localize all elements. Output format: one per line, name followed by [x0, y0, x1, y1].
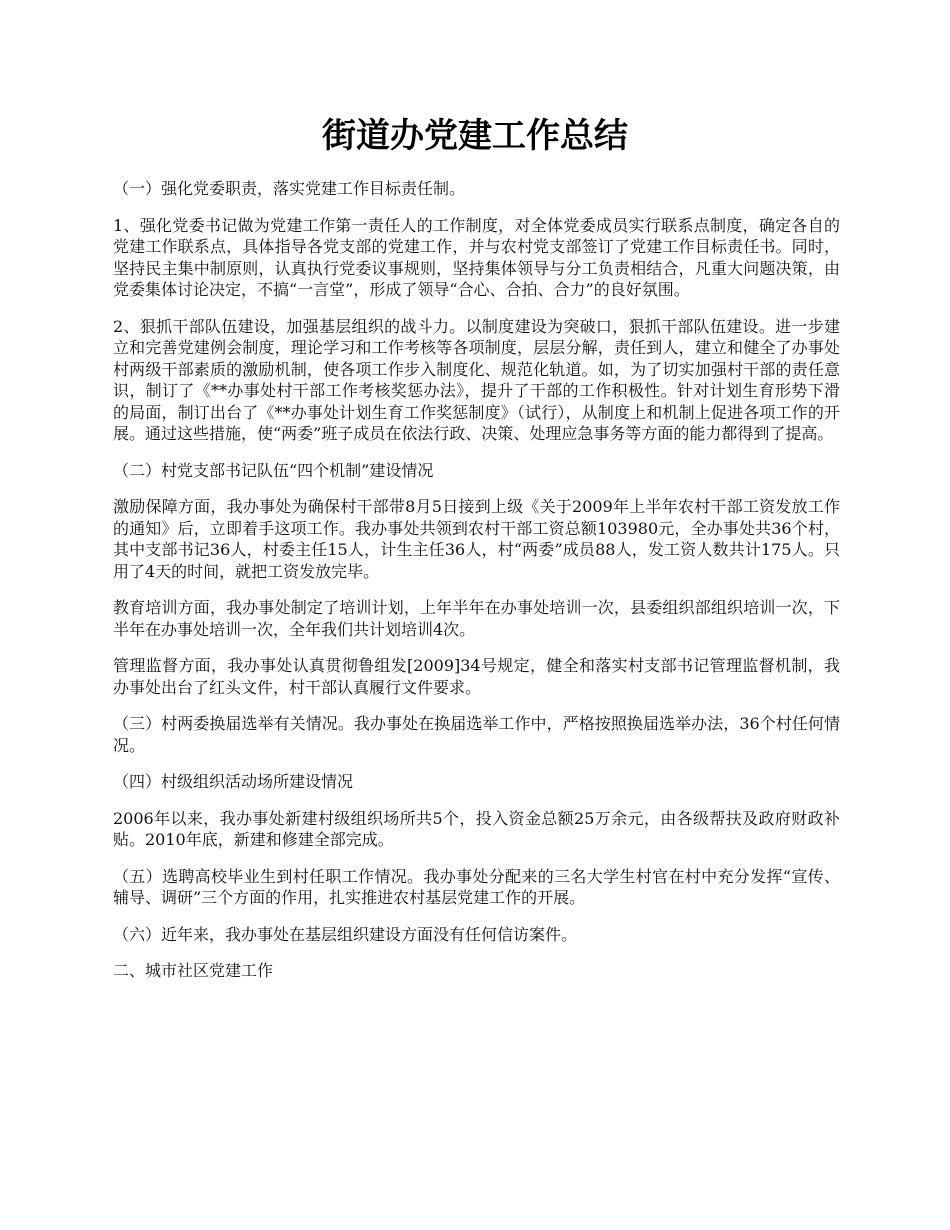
body-paragraph: 激励保障方面，我办事处为确保村干部带8月5日接到上级《关于2009年上半年农村干部工资发放工作的通知》后，立即着手这项工作。我办事处共领到农村干部工资总额103980元，全办事处共36个村，其中支部书记36人，村委主任15人，计生主任36人，村“两委”成员88人，发工资人数共计175人。只用了4天的时间，就把工资发放完毕。	[113, 497, 840, 581]
document-body	[113, 178, 840, 997]
section-heading-4: （四）村级组织活动场所建设情况	[113, 772, 354, 791]
body-paragraph: 2、狠抓干部队伍建设，加强基层组织的战斗力。以制度建设为突破口，狠抓干部队伍建设。进一步建立和完善党建例会制度，理论学习和工作考核等各项制度，层层分解，责任到人，建立和健全了办事处村两级干部素质的激励机制，使各项工作步入制度化、规范化轨道。如，为了切实加强村干部的责任意识，制订了《**办事处村干部工作考核奖惩办法》，提升了干部的工作积极性。针对计划生育形势下滑的局面，制订出台了《**办事处计划生育工作奖惩制度》（试行），从制度上和机制上促进各项工作的开展。通过这些措施，使“两委”班子成员在依法行政、决策、处理应急事务等方面的能力都得到了提高。	[113, 316, 840, 443]
section-heading-1: （一）强化党委职责，落实党建工作目标责任制。	[113, 179, 466, 198]
body-paragraph: 1、强化党委书记做为党建工作第一责任人的工作制度，对全体党委成员实行联系点制度，确定各自的党建工作联系点，具体指导各党支部的党建工作，并与农村党支部签订了党建工作目标责任书。同时，坚持民主集中制原则，认真执行党委议事规则，坚持集体领导与分工负责相结合，凡重大问题决策，由党委集体讨论决定，不搞“一言堂”，形成了领导“合心、合拍、合力”的良好氛围。	[113, 215, 840, 299]
section-heading-3: （三）村两委换届选举有关情况。我办事处在换届选举工作中，严格按照换届选举办法，36个村任何情况。	[113, 714, 840, 755]
section-heading-5: （五）选聘高校毕业生到村任职工作情况。我办事处分配来的三名大学生村官在村中充分发挥“宣传、辅导、调研”三个方面的作用，扎实推进农村基层党建工作的开展。	[113, 866, 840, 907]
section-heading-2: （二）村党支部书记队伍“四个机制”建设情况	[113, 460, 434, 480]
section-heading-6: （六）近年来，我办事处在基层组织建设方面没有任何信访案件。	[113, 924, 578, 944]
body-paragraph: 2006年以来，我办事处新建村级组织场所共5个，投入资金总额25万余元，由各级帮扶及政府财政补贴。2010年底，新建和修建全部完成。	[113, 808, 840, 849]
document-title: 街道办党建工作总结	[322, 116, 628, 156]
body-paragraph: 教育培训方面，我办事处制定了培训计划，上年半年在办事处培训一次，县委组织部组织培训一次，下半年在办事处培训一次，全年我们共计划培训4次。	[113, 598, 840, 639]
chapter-heading: 二、城市社区党建工作	[113, 961, 274, 980]
body-paragraph: 管理监督方面，我办事处认真贯彻鲁组发[2009]34号规定，健全和落实村支部书记管理监督机制，我办事处出台了红头文件，村干部认真履行文件要求。	[113, 656, 840, 697]
